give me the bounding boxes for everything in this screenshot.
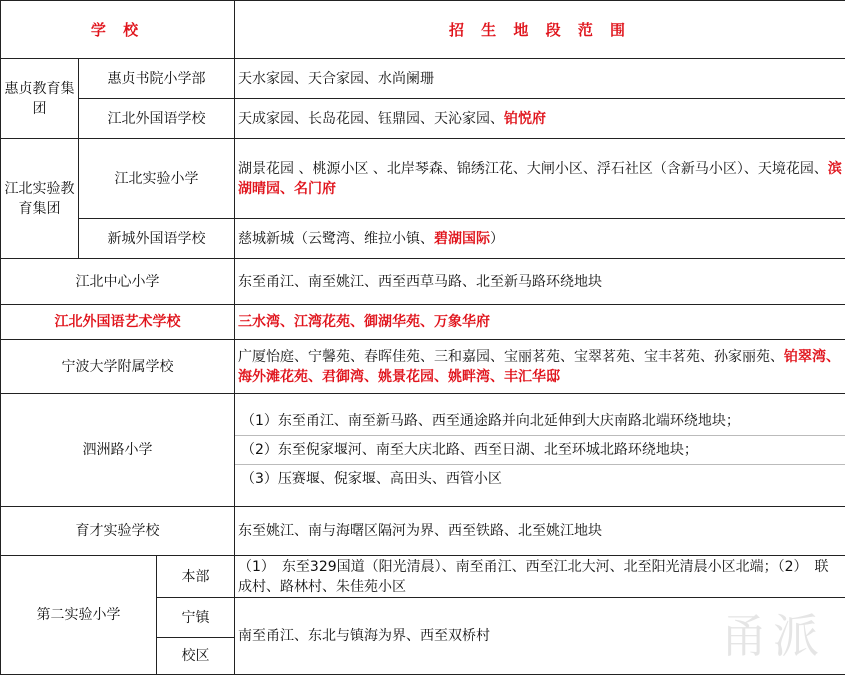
range-line: （3）压赛堰、倪家堰、高田头、西管小区 xyxy=(241,471,502,487)
school-name: 江北外国语学校 xyxy=(79,99,235,139)
school-name: 江北实验小学 xyxy=(79,139,235,219)
range-line: （1）东至甬江、南至新马路、西至通途路并向北延伸到大庆南路北端环绕地块； xyxy=(235,407,845,436)
range-text-end: ） xyxy=(490,230,504,247)
range-cell xyxy=(235,394,845,507)
range-cell xyxy=(235,340,845,394)
range-text: 天成家园、长岛花园、钰鼎园、天沁家园、 xyxy=(238,110,504,127)
watermark-logo: 甬派 xyxy=(721,609,825,663)
header-row xyxy=(1,1,845,59)
table-row xyxy=(1,305,845,340)
range-cell: 三水湾、江湾花苑、御湖华苑、万象华府 xyxy=(235,305,845,340)
table-row xyxy=(1,507,845,556)
range-cell: 东至甬江、南至姚江、西至西草马路、北至新马路环绕地块 xyxy=(235,259,845,305)
table-row xyxy=(1,340,845,394)
range-highlight: 滨湖晴园、名门府 xyxy=(238,160,842,197)
range-text: 湖景花园 、桃源小区 、北岸琴森、锦绣江花、大闸小区、浮石社区（含新马小区）、天境花园、 xyxy=(238,160,828,177)
table-row xyxy=(1,99,845,139)
range-cell xyxy=(235,139,845,219)
table-row xyxy=(1,556,845,598)
campus-name: 本部 xyxy=(157,556,235,598)
range-line: （2）东至倪家堰河、南至大庆北路、西至日湖、北至环城北路环绕地块； xyxy=(235,436,845,465)
range-cell: 天水家园、天合家园、水尚阑珊 xyxy=(235,59,845,99)
header-school: 学 校 xyxy=(1,1,235,59)
range-cell: （1） 东至329国道（阳光清晨）、南至甬江、西至江北大河、北至阳光清晨小区北端；（2） 联成村、路林村、朱佳苑小区 xyxy=(235,556,845,598)
campus-name: 宁镇 xyxy=(157,598,235,638)
range-cell: 南至甬江、东北与镇海为界、西至双桥村 xyxy=(235,598,845,675)
school-name: 泗洲路小学 xyxy=(1,394,235,507)
table-row xyxy=(1,259,845,305)
table-row xyxy=(1,394,845,507)
range-highlight: 铂翠湾、海外滩花苑、君御湾、姚景花园、姚畔湾、丰汇华邸 xyxy=(238,348,840,385)
group-jbsy: 江北实验教育集团 xyxy=(1,139,79,259)
range-cell xyxy=(235,99,845,139)
table-row xyxy=(1,59,845,99)
table-row xyxy=(1,219,845,259)
range-cell: 东至姚江、南与海曙区隔河为界、西至铁路、北至姚江地块 xyxy=(235,507,845,556)
header-range: 招 生 地 段 范 围 xyxy=(235,1,845,59)
range-text: 慈城新城（云鹭湾、维拉小镇、 xyxy=(238,230,434,247)
group-dier: 第二实验小学 xyxy=(1,556,157,675)
range-cell xyxy=(235,219,845,259)
school-name: 新城外国语学校 xyxy=(79,219,235,259)
school-name: 惠贞书院小学部 xyxy=(79,59,235,99)
table-row xyxy=(1,139,845,219)
group-huizhen: 惠贞教育集团 xyxy=(1,59,79,139)
campus-name: 校区 xyxy=(157,638,235,675)
range-text: 广厦怡庭、宁馨苑、春晖佳苑、三和嘉园、宝丽茗苑、宝翠茗苑、宝丰茗苑、孙家丽苑、 xyxy=(238,348,784,365)
school-name: 育才实验学校 xyxy=(1,507,235,556)
range-highlight: 碧湖国际 xyxy=(434,230,490,247)
school-name: 宁波大学附属学校 xyxy=(1,340,235,394)
range-highlight: 铂悦府 xyxy=(504,110,546,127)
school-name: 江北中心小学 xyxy=(1,259,235,305)
school-name: 江北外国语艺术学校 xyxy=(1,305,235,340)
